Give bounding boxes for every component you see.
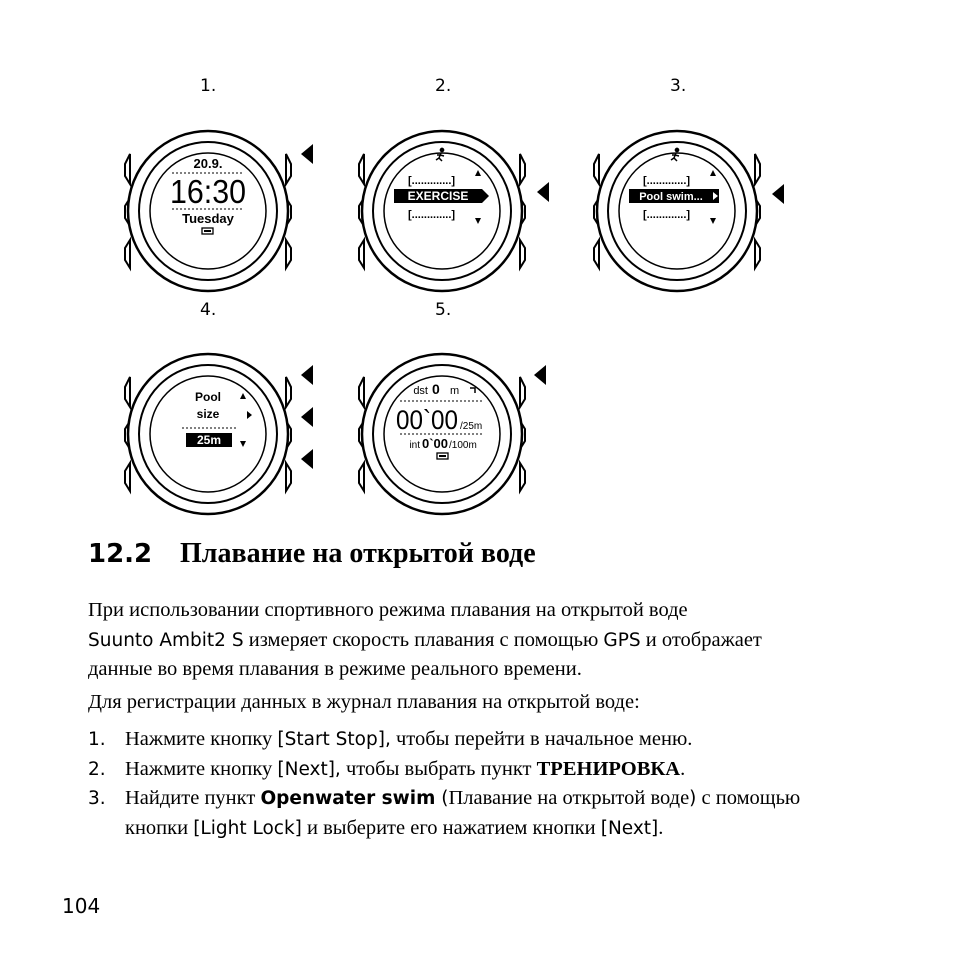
- step-item: [88, 725, 848, 755]
- figure-label-3: 3.: [670, 76, 687, 96]
- menu-placeholder-top: [.............]: [408, 175, 456, 187]
- int-unit: /100m: [449, 440, 477, 451]
- menu-item-name: ТРЕНИРОВКА: [536, 757, 681, 780]
- step-text: с помощью кнопки: [125, 787, 801, 839]
- paren: ): [689, 788, 697, 809]
- pool-label-line1: Pool: [195, 390, 221, 404]
- section-title: Плавание на открытой воде: [180, 538, 536, 569]
- step-marker: 2.: [88, 758, 106, 780]
- watch-time: 16:30: [170, 173, 246, 210]
- step-text: чтобы выбрать пункт: [340, 757, 537, 780]
- watch-figure-2: [356, 112, 536, 302]
- button-arrow-icon: [533, 364, 547, 386]
- intro-paragraph-1: [88, 596, 828, 685]
- page-number: 104: [62, 894, 101, 918]
- int-prefix: int: [409, 440, 420, 451]
- menu-placeholder-bottom: [.............]: [643, 209, 691, 221]
- menu-placeholder-top: [.............]: [643, 175, 691, 187]
- button-name: [Next],: [277, 758, 341, 780]
- intro-text-1: При использовании спортивного режима плавания на открытой воде: [88, 599, 688, 621]
- pool-label-line2: size: [196, 407, 220, 421]
- watch-figure-4: [122, 335, 302, 525]
- step-marker: 1.: [88, 729, 106, 750]
- dst-unit: m: [450, 385, 460, 397]
- paren: (: [435, 788, 449, 809]
- pool-size-value: 25m: [196, 433, 222, 447]
- intro-text-3: и отображает данные во время плавания в режиме реального времени.: [88, 628, 762, 680]
- button-name: [Start Stop],: [277, 729, 391, 750]
- watch-figure-3: [591, 112, 771, 302]
- step-text: чтобы перейти в начальное меню.: [390, 728, 693, 750]
- button-arrow-icon: [771, 183, 785, 205]
- step-text: и выберите его нажатием кнопки: [301, 816, 601, 839]
- menu-placeholder-bottom: [.............]: [408, 209, 456, 221]
- dst-value: 0: [432, 381, 440, 397]
- menu-selected: Pool swim...: [639, 191, 703, 203]
- button-name: [Light Lock]: [193, 817, 302, 839]
- section-heading: [88, 538, 536, 570]
- watch-day: Tuesday: [182, 211, 234, 226]
- dst-prefix: dst: [413, 385, 428, 397]
- intro-text-2: измеряет скорость плавания с помощью: [243, 628, 604, 651]
- main-unit: /25m: [460, 421, 483, 432]
- figure-label-5: 5.: [435, 300, 452, 320]
- figure-label-2: 2.: [435, 76, 452, 96]
- button-arrow-icon: [300, 364, 314, 386]
- figure-label-1: 1.: [200, 76, 217, 96]
- step-text: Плавание на открытой воде: [448, 787, 690, 809]
- watch-date: 20.9.: [193, 156, 223, 171]
- watch-figure-5: [356, 335, 536, 525]
- menu-selected: EXERCISE: [407, 189, 469, 203]
- button-arrow-icon: [536, 181, 550, 203]
- step-text: Найдите пункт: [125, 787, 261, 809]
- mode-name: Openwater swim: [260, 788, 436, 809]
- intro-paragraph-2: Для регистрации данных в журнал плавания на открытой воде:: [88, 691, 640, 713]
- button-arrow-icon: [300, 448, 314, 470]
- button-arrow-icon: [300, 143, 314, 165]
- gps-term: GPS: [603, 629, 641, 651]
- int-value: 0`00: [422, 436, 449, 451]
- watch-figure-1: [122, 112, 302, 302]
- step-item: [88, 755, 848, 785]
- product-name: Suunto Ambit2 S: [88, 629, 244, 651]
- step-text: Нажмите кнопку: [125, 757, 278, 780]
- step-text: .: [658, 816, 664, 839]
- button-name: [Next]: [600, 817, 659, 839]
- step-text: Нажмите кнопку: [125, 728, 278, 750]
- button-arrow-icon: [300, 406, 314, 428]
- steps-list: [88, 725, 848, 843]
- step-item: [88, 784, 848, 843]
- step-marker: 3.: [88, 788, 106, 809]
- figure-label-4: 4.: [200, 300, 217, 320]
- step-text: .: [680, 757, 686, 780]
- main-time: 00`00: [396, 405, 458, 435]
- section-number: 12.2: [88, 539, 153, 569]
